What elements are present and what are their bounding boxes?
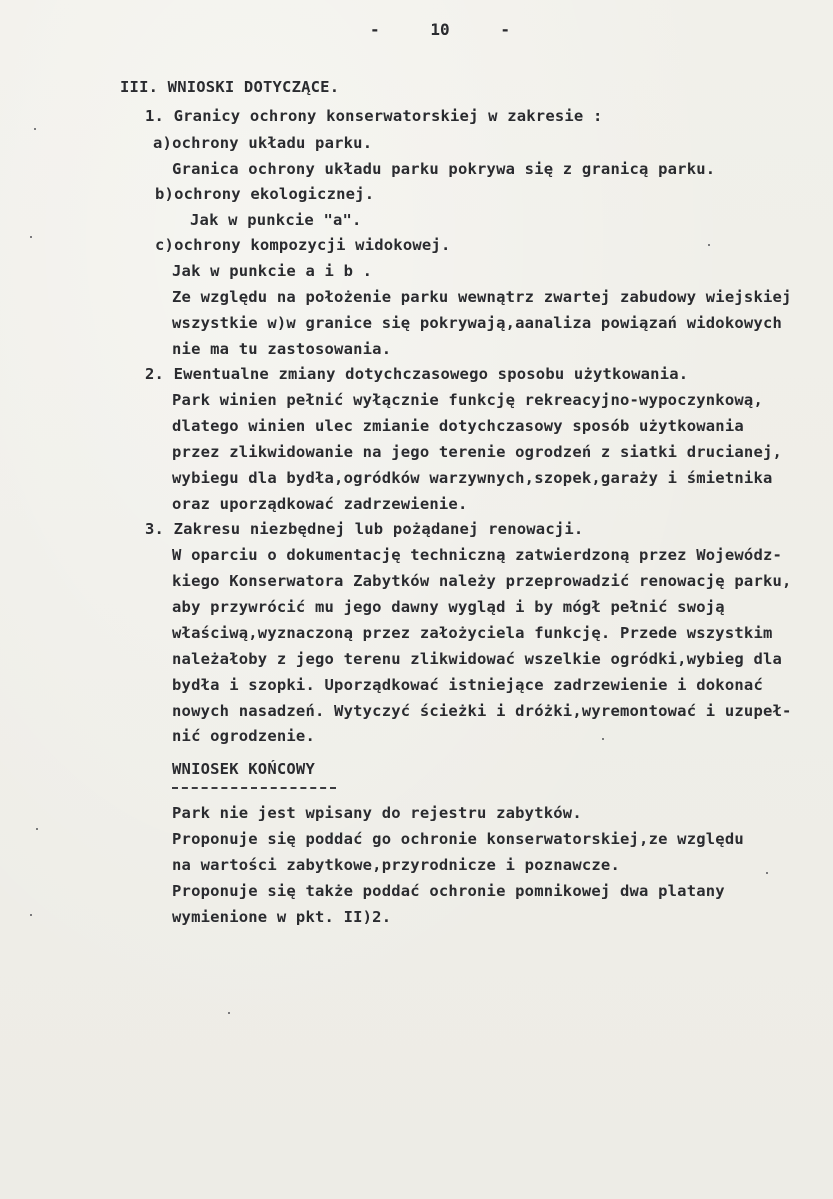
point-3-heading: 3. Zakresu niezbędnej lub pożądanej renowacji. <box>145 520 584 538</box>
conclusion-text-line-1: Park nie jest wpisany do rejestru zabytków. <box>172 804 582 822</box>
point-2-text-line-5: oraz uporządkować zadrzewienie. <box>172 495 468 513</box>
point-1b-text: Jak w punkcie "a". <box>190 211 362 229</box>
point-3-text-line-6: bydła i szopki. Uporządkować istniejące zadrzewienie i dokonać <box>172 676 763 694</box>
point-3-text-line-7: nowych nasadzeń. Wytyczyć ścieżki i dróżki,wyremontować i uzupeł- <box>172 702 792 720</box>
scan-speck <box>708 244 710 246</box>
point-2-text-line-1: Park winien pełnić wyłącznie funkcję rekreacyjno-wypoczynkową, <box>172 391 763 409</box>
point-2-text-line-2: dlatego winien ulec zmianie dotychczasowy sposób użytkowania <box>172 417 744 435</box>
point-1c-text-line-3: wszystkie w)w granice się pokrywają,aanaliza powiązań widokowych <box>172 314 783 332</box>
point-1c-text-line-1: Jak w punkcie a i b . <box>172 262 373 280</box>
point-1a-text: Granica ochrony układu parku pokrywa się z granicą parku. <box>172 160 716 178</box>
conclusion-text-line-2: Proponuje się poddać go ochronie konserwatorskiej,ze względu <box>172 830 744 848</box>
point-1c-heading: c)ochrony kompozycji widokowej. <box>155 236 451 254</box>
scan-speck <box>34 128 36 130</box>
point-3-text-line-3: aby przywrócić mu jego dawny wygląd i by mógł pełnić swoją <box>172 598 725 616</box>
point-3-text-line-4: właściwą,wyznaczoną przez założyciela funkcję. Przede wszystkim <box>172 624 773 642</box>
point-3-text-line-1: W oparciu o dokumentację techniczną zatwierdzoną przez Wojewódz- <box>172 546 783 564</box>
point-1c-text-line-2: Ze względu na położenie parku wewnątrz zwartej zabudowy wiejskiej <box>172 288 792 306</box>
conclusion-text-line-3: na wartości zabytkowe,przyrodnicze i poznawcze. <box>172 856 620 874</box>
point-2-text-line-3: przez zlikwidowanie na jego terenie ogrodzeń z siatki drucianej, <box>172 443 783 461</box>
conclusion-text-line-5: wymienione w pkt. II)2. <box>172 908 392 926</box>
point-1c-text-line-4: nie ma tu zastosowania. <box>172 340 392 358</box>
page-number <box>370 20 510 39</box>
scan-speck <box>30 236 32 238</box>
point-2-heading: 2. Ewentualne zmiany dotychczasowego sposobu użytkowania. <box>145 365 689 383</box>
scan-speck <box>228 1012 230 1014</box>
scan-speck <box>602 738 604 740</box>
scan-speck <box>766 872 768 874</box>
point-1-heading: 1. Granicy ochrony konserwatorskiej w zakresie : <box>145 107 603 125</box>
point-3-text-line-2: kiego Konserwatora Zabytków należy przeprowadzić renowację parku, <box>172 572 792 590</box>
point-1b-heading: b)ochrony ekologicznej. <box>155 185 375 203</box>
page-number-left-dash: - <box>370 20 380 39</box>
point-3-text-line-8: nić ogrodzenie. <box>172 727 315 745</box>
point-3-text-line-5: należałoby z jego terenu zlikwidować wszelkie ogródki,wybieg dla <box>172 650 783 668</box>
point-2-text-line-4: wybiegu dla bydła,ogródków warzywnych,szopek,garaży i śmietnika <box>172 469 773 487</box>
scan-speck <box>36 828 38 830</box>
point-1a-heading: a)ochrony układu parku. <box>153 134 373 152</box>
page-number-value: 10 <box>430 20 450 39</box>
section-heading: III. WNIOSKI DOTYCZĄCE. <box>120 78 340 96</box>
conclusion-heading: WNIOSEK KOŃCOWY <box>172 760 315 778</box>
scan-speck <box>30 914 32 916</box>
page-number-right-dash: - <box>500 20 510 39</box>
conclusion-text-line-4: Proponuje się także poddać ochronie pomnikowej dwa platany <box>172 882 725 900</box>
conclusion-heading-underline <box>172 787 336 789</box>
